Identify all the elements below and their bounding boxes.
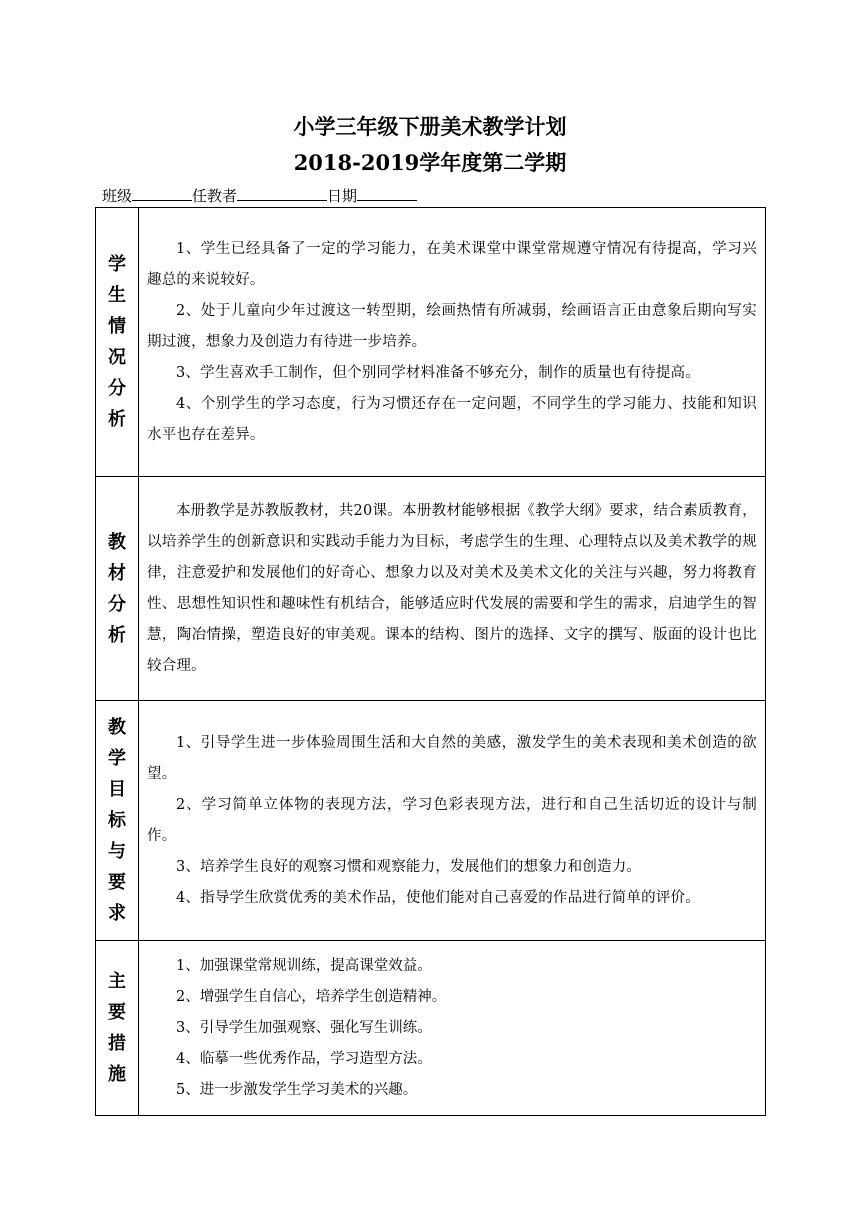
label-char: 材 — [108, 562, 126, 584]
paragraph: 2、处于儿童向少年过渡这一转型期，绘画热情有所减弱，绘画语言正由意象后期向写实期过渡，想象力及创造力有待进一步培养。 — [147, 302, 757, 350]
section-content-goals — [139, 701, 766, 941]
label-char: 学 — [108, 748, 126, 769]
table-row — [96, 941, 766, 1116]
table-row — [96, 477, 766, 701]
section-content-measures — [139, 941, 766, 1116]
paragraph: 1、学生已经具备了一定的学习能力，在美术课堂中课堂常规遵守情况有待提高，学习兴趣总的来说较好。 — [147, 240, 757, 288]
page-title: 小学三年级下册美术教学计划 — [293, 114, 567, 139]
class-label: 班级 — [102, 187, 133, 205]
label-char: 求 — [108, 903, 126, 924]
list-item: 4、临摹一些优秀作品，学习造型方法。 — [176, 1050, 432, 1067]
paragraph: 3、培养学生良好的观察习惯和观察能力，发展他们的想象力和创造力。 — [176, 858, 642, 875]
list-item: 3、引导学生加强观察、强化写生训练。 — [176, 1019, 432, 1036]
section-label-measures — [96, 941, 139, 1116]
label-char: 教 — [108, 717, 126, 738]
list-item: 1、加强课堂常规训练，提高课堂效益。 — [176, 957, 432, 974]
label-char: 情 — [108, 316, 126, 337]
section-label-textbook-analysis — [96, 477, 139, 701]
class-blank — [132, 186, 192, 201]
paragraph: 1、引导学生进一步体验周围生活和大自然的美感，激发学生的美术表现和美术创造的欲望。 — [147, 734, 757, 782]
label-char: 析 — [108, 624, 126, 646]
table-row — [96, 701, 766, 941]
plan-table — [95, 207, 766, 1116]
label-char: 析 — [108, 409, 126, 430]
label-char: 措 — [108, 1033, 126, 1054]
label-char: 要 — [108, 872, 126, 893]
label-char: 标 — [108, 810, 126, 831]
label-char: 分 — [108, 378, 126, 399]
page-subtitle: 2018-2019学年度第二学期 — [293, 150, 567, 175]
section-content-student-analysis — [139, 208, 766, 477]
paragraph: 4、个别学生的学习态度，行为习惯还存在一定问题，不同学生的学习能力、技能和知识水平也存在差异。 — [147, 395, 757, 443]
paragraph: 4、指导学生欣赏优秀的美术作品，使他们能对自己喜爱的作品进行简单的评价。 — [176, 889, 700, 906]
list-item: 2、增强学生自信心，培养学生创造精神。 — [176, 988, 447, 1005]
paragraph: 2、学习简单立体物的表现方法，学习色彩表现方法，进行和自己生活切近的设计与制作。 — [147, 796, 757, 844]
label-char: 与 — [108, 841, 126, 862]
label-char: 教 — [108, 531, 126, 553]
list-item: 5、进一步激发学生学习美术的兴趣。 — [176, 1081, 418, 1098]
section-label-student-analysis — [96, 208, 139, 477]
label-char: 学 — [108, 254, 126, 275]
label-char: 施 — [108, 1064, 126, 1085]
section-label-goals — [96, 701, 139, 941]
paragraph: 3、学生喜欢手工制作，但个别同学材料准备不够充分，制作的质量也有待提高。 — [176, 364, 700, 381]
header-fields — [102, 186, 417, 206]
label-char: 目 — [108, 779, 126, 800]
label-char: 况 — [108, 347, 126, 368]
label-char: 生 — [108, 285, 126, 306]
paragraph: 本册教学是苏教版教材，共20课。本册教材能够根据《教学大纲》要求，结合素质教育，以培养学生的创新意识和实践动手能力为目标，考虑学生的生理、心理特点以及美术教学的规律，注意爱护和发展他们的好奇心、想象力以及对美术及美术文化的关注与兴趣，努力将教育性、思想性知识性和趣味性有机结合，能够适应时代发展的需要和学生的需求，启迪学生的智慧，陶冶情操，塑造良好的审美观。课本的结构、图片的选择、文字的撰写、版面的设计也比较合理。 — [147, 502, 757, 674]
label-char: 要 — [108, 1002, 126, 1023]
date-label: 日期 — [327, 187, 358, 205]
table-row — [96, 208, 766, 477]
teacher-blank — [237, 186, 327, 201]
teacher-label: 任教者 — [192, 187, 238, 205]
section-content-textbook-analysis — [139, 477, 766, 701]
label-char: 分 — [108, 593, 126, 615]
label-char: 主 — [108, 971, 126, 992]
date-blank — [357, 186, 417, 201]
